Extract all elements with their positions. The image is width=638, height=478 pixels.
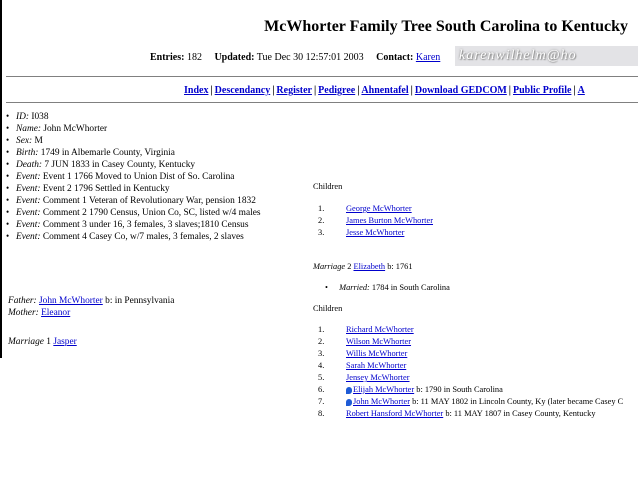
child-item	[318, 408, 623, 420]
child-number: 6.	[318, 385, 325, 394]
fact-value: John McWhorter	[41, 124, 108, 134]
child-number: 3.	[318, 228, 325, 237]
nav-separator: |	[313, 85, 317, 96]
nav-separator: |	[210, 85, 213, 96]
child-number: 2.	[318, 216, 325, 225]
fact-value: I038	[29, 112, 49, 122]
child-item	[318, 324, 623, 336]
child-link[interactable]: Jesse McWhorter	[346, 228, 405, 237]
father-line	[8, 295, 174, 307]
page-title: McWhorter Family Tree South Carolina to Kentucky	[264, 18, 628, 35]
marriage-2-number: 2	[345, 262, 354, 271]
left-border	[0, 0, 2, 358]
child-number: 5.	[318, 373, 325, 382]
children-list-1	[318, 203, 433, 239]
child-number: 8.	[318, 409, 325, 418]
child-info: b: 11 MAY 1807 in Casey County, Kentucky	[443, 409, 596, 418]
fact-item	[6, 158, 261, 170]
nav-link-public-profile[interactable]: Public Profile	[513, 85, 572, 96]
fact-value: Event 2 1796 Settled in Kentucky	[40, 184, 170, 194]
married-label: Married:	[339, 283, 370, 292]
nav-link-download-gedcom[interactable]: Download GEDCOM	[414, 85, 507, 96]
child-link[interactable]: Robert Hansford McWhorter	[346, 409, 444, 418]
child-item	[318, 336, 623, 348]
fact-item	[6, 134, 261, 146]
parents-block	[8, 295, 174, 319]
entries-label: Entries:	[150, 52, 185, 63]
child-number: 4.	[318, 361, 325, 370]
child-number: 7.	[318, 397, 325, 406]
marriage-2-spouse-info: b: 1761	[385, 262, 413, 271]
married-value: 1784 in South Carolina	[369, 283, 450, 292]
fact-value: 7 JUN 1833 in Casey County, Kentucky	[42, 160, 196, 170]
fact-label: Event:	[16, 184, 41, 194]
fact-item	[6, 170, 261, 182]
nav-separator: |	[410, 85, 413, 96]
fact-value: Comment 1 Veteran of Revolutionary War, pension 1832	[40, 196, 256, 206]
fact-label: Event:	[16, 172, 41, 182]
contact-email-image: karenwilhelm@ho	[455, 46, 638, 66]
fact-label: Event:	[16, 208, 41, 218]
child-item	[318, 348, 623, 360]
child-item	[318, 396, 623, 408]
fact-item	[6, 194, 261, 206]
nav-divider	[6, 102, 638, 103]
fact-item	[6, 218, 261, 230]
contact-label: Contact:	[376, 52, 414, 63]
child-link[interactable]: Jensey McWhorter	[346, 373, 410, 382]
fact-item	[6, 230, 261, 242]
fact-label: Death:	[16, 160, 43, 170]
child-item	[318, 372, 623, 384]
nav-separator: |	[357, 85, 360, 96]
header-divider	[6, 76, 638, 77]
child-link[interactable]: Wilson McWhorter	[346, 337, 412, 346]
nav-link-descendancy[interactable]: Descendancy	[214, 85, 271, 96]
child-link[interactable]: Willis McWhorter	[346, 349, 408, 358]
child-info: b: 11 MAY 1802 in Lincoln County, Ky (later became Casey C	[409, 397, 624, 406]
nav-link-register[interactable]: Register	[276, 85, 312, 96]
nav-link-ahnentafel[interactable]: Ahnentafel	[361, 85, 409, 96]
child-item	[318, 360, 623, 372]
mother-link[interactable]: Eleanor	[41, 308, 71, 318]
child-item	[318, 227, 433, 239]
child-item	[318, 215, 433, 227]
child-number: 2.	[318, 337, 325, 346]
father-info: b: in Pennsylvania	[102, 296, 175, 306]
contact-link[interactable]: Karen	[415, 52, 441, 63]
father-label: Father:	[8, 296, 37, 306]
child-item	[318, 384, 623, 396]
fact-value: Comment 2 1790 Census, Union Co, SC, listed w/4 males	[40, 208, 261, 218]
children-list-2	[318, 324, 623, 420]
marriage-2-line	[313, 262, 413, 271]
fact-value: Comment 4 Casey Co, w/7 males, 3 females, 2 slaves	[40, 232, 244, 242]
marriage-1-label: Marriage	[8, 337, 44, 347]
descendant-marker-icon[interactable]	[346, 387, 352, 394]
marriage-2-spouse-link[interactable]: Elizabeth	[353, 262, 386, 271]
married-line	[325, 283, 450, 292]
child-link[interactable]: George McWhorter	[346, 204, 412, 213]
updated-value: Tue Dec 30 12:57:01 2003	[256, 52, 364, 63]
descendant-marker-icon[interactable]	[346, 399, 352, 406]
child-info: b: 1790 in South Carolina	[414, 385, 503, 394]
marriage-1-spouse-link[interactable]: Jasper	[53, 337, 77, 347]
fact-label: Birth:	[16, 148, 39, 158]
updated-label: Updated:	[214, 52, 255, 63]
fact-label: Event:	[16, 232, 41, 242]
fact-label: Sex:	[16, 136, 33, 146]
fact-item	[6, 122, 261, 134]
fact-label: Event:	[16, 196, 41, 206]
child-number: 1.	[318, 204, 325, 213]
child-number: 3.	[318, 349, 325, 358]
marriage-1-number: 1	[43, 337, 54, 347]
nav-separator: |	[272, 85, 275, 96]
fact-item	[6, 182, 261, 194]
child-number: 1.	[318, 325, 325, 334]
fact-value: 1749 in Albemarle County, Virginia	[38, 148, 175, 158]
child-link[interactable]: James Burton McWhorter	[346, 216, 433, 225]
child-link[interactable]: Elijah McWhorter	[353, 385, 415, 394]
fact-item	[6, 206, 261, 218]
children-heading-2: Children	[313, 304, 343, 313]
marriage-1-line	[8, 336, 77, 348]
child-link[interactable]: Richard McWhorter	[346, 325, 414, 334]
individual-facts	[6, 110, 261, 242]
fact-value: Event 1 1766 Moved to Union Dist of So. Carolina	[40, 172, 235, 182]
fact-value: Comment 3 under 16, 3 females, 3 slaves;1810 Census	[40, 220, 249, 230]
nav-separator: |	[573, 85, 576, 96]
marriage-2-label: Marriage	[313, 262, 346, 271]
mother-line	[8, 307, 174, 319]
fact-value: M	[32, 136, 43, 146]
nav-link-index[interactable]: Index	[184, 85, 209, 96]
fact-label: Name:	[16, 124, 41, 134]
fact-item	[6, 146, 261, 158]
header-meta	[150, 52, 440, 63]
children-heading-1: Children	[313, 182, 343, 191]
nav-link-pedigree[interactable]: Pedigree	[318, 85, 356, 96]
nav-link-a[interactable]: A	[577, 85, 585, 96]
child-link[interactable]: Sarah McWhorter	[346, 361, 407, 370]
fact-label: ID:	[16, 112, 30, 122]
child-item	[318, 203, 433, 215]
nav-separator: |	[508, 85, 511, 96]
report-nav	[184, 85, 585, 96]
father-link[interactable]: John McWhorter	[38, 296, 103, 306]
fact-item	[6, 110, 261, 122]
child-link[interactable]: John McWhorter	[353, 397, 410, 406]
mother-label: Mother:	[8, 308, 39, 318]
fact-label: Event:	[16, 220, 41, 230]
entries-value: 182	[186, 52, 202, 63]
